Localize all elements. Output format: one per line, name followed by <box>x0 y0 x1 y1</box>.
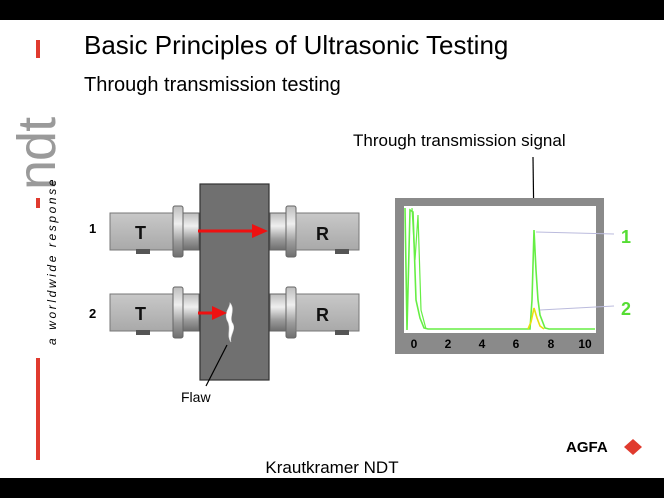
receiver-label-2: R <box>316 305 329 325</box>
agfa-logo <box>566 436 642 458</box>
transmitter-probe-1 <box>110 206 199 257</box>
footer-text: Krautkramer NDT <box>265 458 399 477</box>
row-number-1: 1 <box>89 221 97 236</box>
flaw-label: Flaw <box>181 389 211 405</box>
signal-label: Through transmission signal <box>353 131 566 150</box>
marker-2: 2 <box>621 299 632 319</box>
transmitter-label-2: T <box>135 304 146 324</box>
receiver-probe-2 <box>270 287 359 338</box>
x-tick-8: 8 <box>547 337 555 351</box>
screen-display <box>404 206 596 333</box>
transmitter-label-1: T <box>135 223 146 243</box>
slide-title: Basic Principles of Ultrasonic Testing <box>84 30 509 60</box>
receiver-probe-1 <box>270 206 359 257</box>
x-tick-6: 6 <box>512 337 520 351</box>
row-number-2: 2 <box>89 306 97 321</box>
test-specimen <box>200 184 269 380</box>
marker-1: 1 <box>621 227 632 247</box>
agfa-rhombus-icon <box>624 439 642 455</box>
bottom-black-bar <box>0 478 664 498</box>
ndt-logo: ndt <box>7 117 67 190</box>
x-tick-4: 4 <box>478 337 486 351</box>
agfa-logo-text: AGFA <box>566 439 608 456</box>
receiver-label-1: R <box>316 224 329 244</box>
brand-tagline: a worldwide response <box>45 176 59 345</box>
x-tick-2: 2 <box>444 337 452 351</box>
slide-subtitle: Through transmission testing <box>84 74 341 96</box>
flaw-detector-screen <box>395 198 614 354</box>
transmitter-probe-2 <box>110 287 199 338</box>
x-tick-0: 0 <box>410 337 418 351</box>
x-tick-10: 10 <box>578 337 592 351</box>
